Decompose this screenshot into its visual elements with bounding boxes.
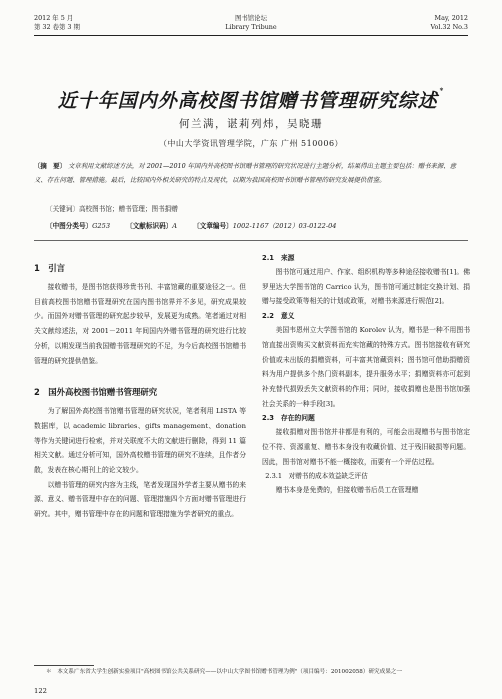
header-volume-en: Vol.32 No.3: [430, 23, 468, 31]
title-text: 近十年国内外高校图书馆赠书管理研究综述: [57, 90, 438, 112]
section-1-paragraph: 接收赠书，是图书馆获得珍贵书刊、丰富馆藏的重要途径之一。但目前高校图书馆赠书管理研究在国内图书馆界并不多见，研究成果较少。而国外对赠书管理的研究起步较早，发展更为成熟。笔者通过对相关文献综述法，对 2001－2011 年间国内外赠书管理的研究进行比较分析，以期发现当前我国赠书管理研究的不足，为今后高校图书馆赠书管理的研究提供借鉴。: [34, 283, 246, 365]
header-issue-en: [430, 14, 468, 32]
section-2-3-1-paragraph: 赠书本身是免费的，但接收赠书后员工在管理赠: [275, 486, 419, 495]
header-volume-cn: 第 32 卷第 3 期: [34, 23, 80, 31]
abstract-rule: [34, 240, 468, 241]
keywords: [46, 203, 178, 213]
header-date-cn: 2012 年 5 月: [34, 14, 74, 22]
header-rule: [34, 35, 468, 36]
section-gap: [34, 368, 246, 380]
article-no-field: [193, 222, 336, 230]
doc-code-label: 〔文献标识码〕: [126, 222, 173, 230]
section-2-1-paragraph: 图书馆可通过用户、作家、组织机构等多种途径接收赠书[1]。佛罗里达大学图书馆的 Carrico 认为，图书馆可通过制定交换计划、捐赠与接受政策等相关的计划或政策，对赠书来源进行规范[2]。: [262, 268, 470, 306]
abstract: [34, 159, 468, 187]
classification-line: [46, 220, 351, 230]
section-2-2-heading: 2.2 意义: [262, 312, 295, 321]
section-2-1-heading: 2.1 来源: [262, 254, 295, 262]
footnote: ＊ 本文系广东省大学生创新实验项目"高校图书馆公共关系研究——以中山大学图书馆赠书管理为例"（项目编号：201002058）研究成果之一: [46, 669, 403, 675]
header-date-en: May, 2012: [434, 14, 468, 22]
abstract-text: 文章利用文献综述方法，对 2001—2010 年国内外高校图书馆赠书管理的研究状况进行主题分析，结果得出主题主要包括：赠书来源、意义、存在问题、管理措施。最后，比较国内外相关研究的特点及现状，以期为我国高校图书馆赠书管理的研究发展提供借鉴。: [34, 162, 457, 184]
doc-code-value: A: [172, 222, 178, 230]
page-number: 122: [34, 687, 47, 695]
section-1-heading: 1 引言: [34, 263, 65, 273]
header-journal-cn: 图书馆论坛: [235, 14, 267, 22]
left-column: [34, 256, 246, 522]
section-2-2-paragraph: 美国韦恩州立大学图书馆的 Korolev 认为，赠书是一种不用图书馆直接出资购买文献资料而充实馆藏的特殊方式。图书馆接收有研究价值或未出版的捐赠资料，可丰富其馆藏资料；图书馆可借助捐赠资料为用户提供多个热门资料副本，提升服务水平；捐赠资料亦可起到补充替代损毁丢失文献资料的作用；同时，接收捐赠也是图书馆加强社会关系的一种手段[3]。: [262, 326, 470, 408]
abstract-label: 〔摘 要〕: [34, 162, 66, 170]
header-journal-en: Library Tribune: [225, 23, 277, 31]
article-title: [0, 86, 502, 113]
title-footnote-mark: *: [439, 86, 445, 95]
article-no-label: 〔文章编号〕: [193, 222, 233, 230]
header-journal: [34, 14, 468, 32]
doc-code-field: [126, 222, 177, 230]
section-2-heading: 2 国外高校图书馆赠书管理研究: [34, 387, 158, 398]
section-2-3-1-heading: 2.3.1 对赠书的成本效益缺乏评估: [265, 472, 368, 481]
right-column: [262, 251, 470, 498]
keywords-text: 高校图书馆；赠书管理；图书捐赠: [78, 205, 178, 213]
clc-label: 〔中图分类号〕: [46, 222, 93, 230]
clc-field: [46, 222, 110, 230]
authors: 何兰满，谌莉列炜，吴晓珊: [179, 118, 323, 130]
section-2-paragraph-2: 以赠书管理的研究内容为主线，笔者发现国外学者主要从赠书的来源、意义、赠书管理中存在的问题、管理措施四个方面对赠书管理进行研究。其中，赠书管理中存在的问题和管理措施为学者研究的重点。: [34, 480, 246, 519]
section-2-3-heading: 2.3 存在的问题: [262, 414, 315, 423]
footnote-rule: [34, 665, 94, 666]
section-2-paragraph-1: 为了解国外高校图书馆赠书管理的研究状况，笔者利用 LISTA 等数据库，以 academic libraries、gifts management、donation 等作为关键词进行检索，并对关联度不大的文献进行删除，得到 11 篇相关文献。通过分析可知，国外高校赠书管理的研究不连续，且作者分散，发表在核心期刊上的论文较少。: [34, 407, 246, 475]
section-2-3-paragraph: 接收捐赠对图书馆并非都是有利的，可能会出现赠书与图书馆定位不符、资源重复、赠书本身没有收藏价值、过于残旧破损等问题。因此，图书馆对赠书不能一概接收，而要有一个评估过程。: [262, 428, 470, 466]
article-no-value: 1002-1167（2012）03-0122-04: [232, 222, 337, 230]
running-header: [34, 14, 468, 34]
keywords-label: 〔关键词〕: [46, 205, 79, 213]
affiliation: （中山大学资讯管理学院，广东 广州 510006）: [158, 139, 344, 148]
clc-value: G253: [92, 222, 111, 230]
